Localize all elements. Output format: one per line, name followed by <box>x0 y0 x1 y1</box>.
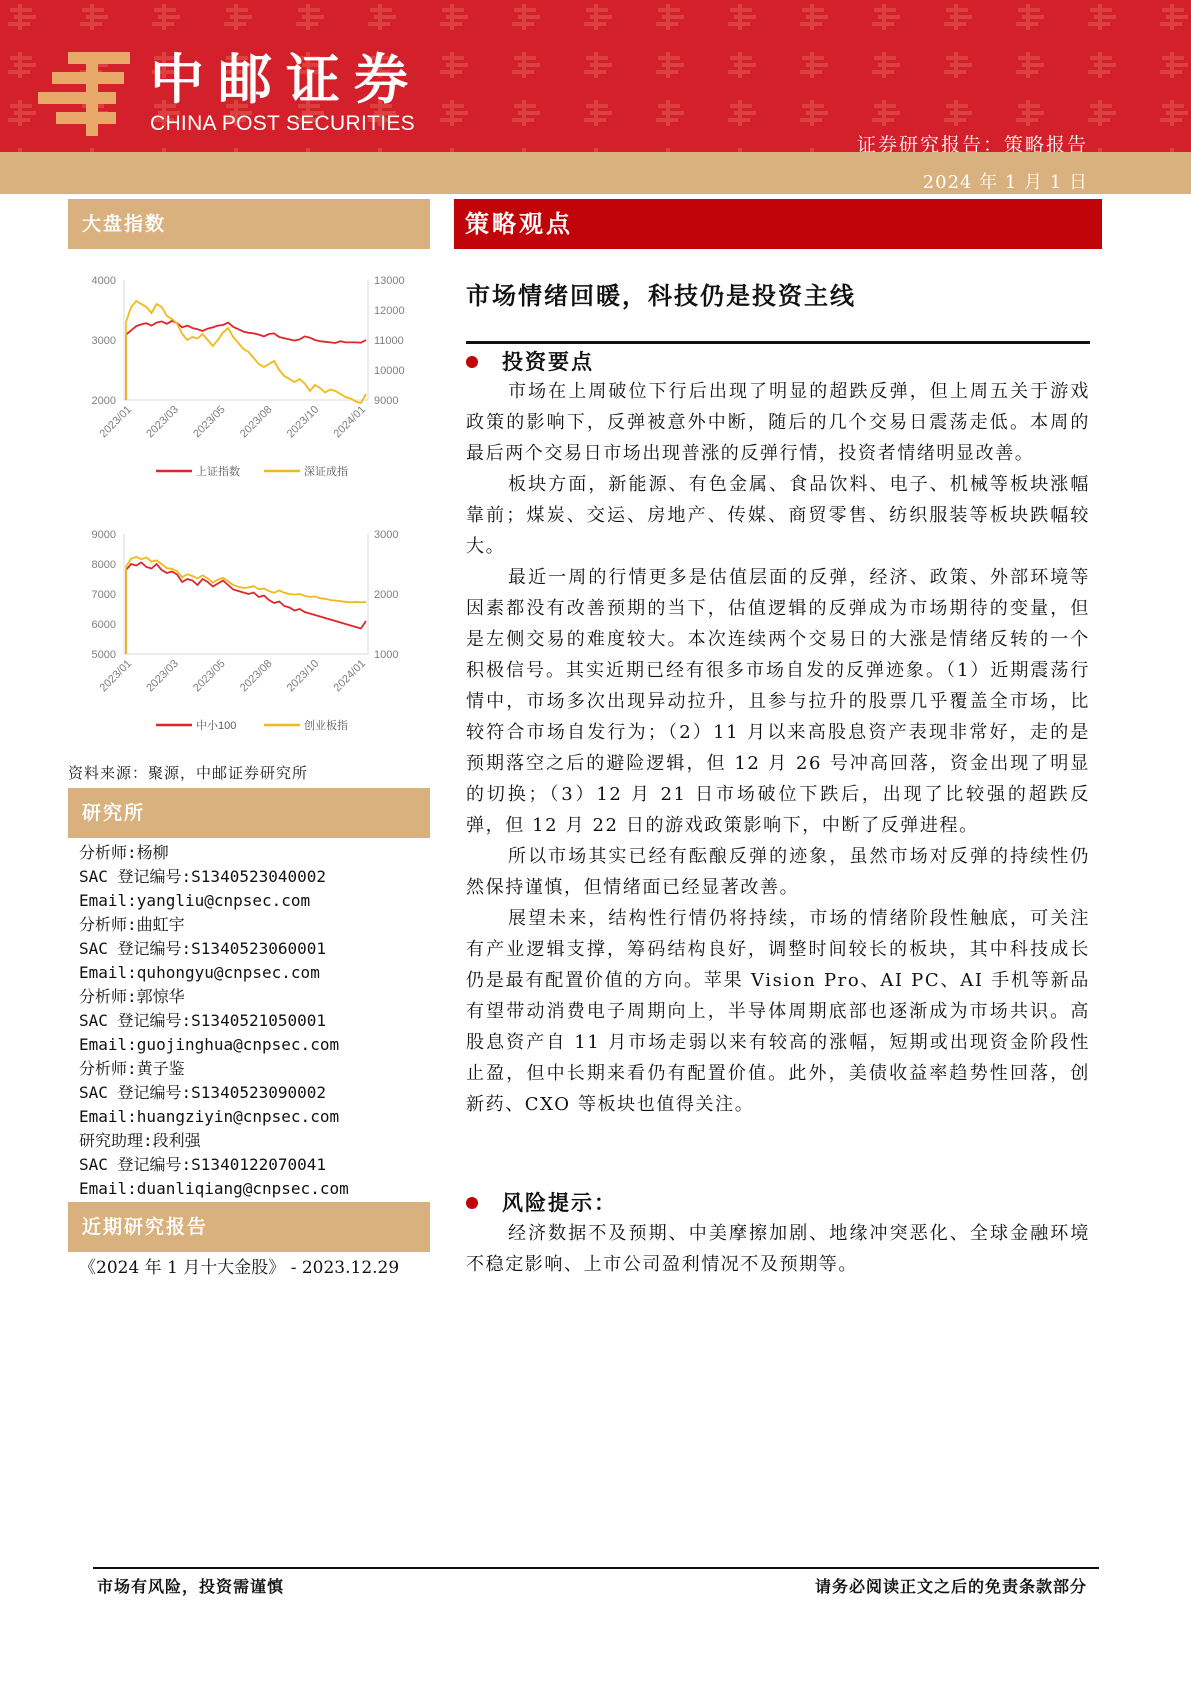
footer-disclaimer: 请务必阅读正文之后的免责条款部分 <box>814 1577 1087 1596</box>
footer-risk-notice: 市场有风险，投资需谨慎 <box>97 1577 285 1596</box>
analyst-role: 研究助理:段利强 <box>79 1131 201 1150</box>
chart-svg-2 <box>78 520 418 740</box>
left-tick-label: 7000 <box>91 589 116 601</box>
report-date: 2024 年 1 月 1 日 <box>922 172 1088 193</box>
x-tick-label: 2023/08 <box>237 403 275 441</box>
analyst-email[interactable]: Email:duanliqiang@cnpsec.com <box>79 1179 349 1198</box>
x-tick-label: 2023/01 <box>97 403 135 441</box>
report-type: 证券研究报告：策略报告 <box>856 134 1088 152</box>
x-tick-label: 2023/10 <box>284 403 322 441</box>
left-tick-label: 9000 <box>91 529 116 541</box>
bullet-icon <box>466 1197 478 1209</box>
key-points-heading: 投资要点 <box>466 346 594 376</box>
index-chart-2 <box>78 520 418 740</box>
left-tick-label: 6000 <box>91 619 116 631</box>
header-banner <box>0 0 1191 152</box>
x-tick-label: 2023/05 <box>191 657 228 695</box>
x-tick-label: 2023/05 <box>191 403 228 441</box>
legend-label: 创业板指 <box>304 720 348 732</box>
series-line-上证指数 <box>126 321 366 343</box>
x-tick-label: 2023/10 <box>284 657 322 695</box>
analyst-sac: SAC 登记编号:S1340122070041 <box>79 1155 327 1174</box>
risk-heading: 风险提示： <box>466 1187 617 1217</box>
bullet-icon <box>466 356 478 368</box>
index-section-heading: 大盘指数 <box>68 199 430 249</box>
x-tick-label: 2023/08 <box>237 657 275 695</box>
x-tick-label: 2024/01 <box>331 657 369 695</box>
right-tick-label: 1000 <box>374 649 399 661</box>
legend-label: 上证指数 <box>196 466 240 478</box>
right-tick-label: 9000 <box>374 395 399 407</box>
data-source: 资料来源：聚源，中邮证券研究所 <box>68 764 309 782</box>
right-tick-label: 12000 <box>374 305 405 317</box>
analyst-email[interactable]: Email:guojinghua@cnpsec.com <box>79 1035 340 1054</box>
left-tick-label: 3000 <box>91 335 116 347</box>
brand-name-en: CHINA POST SECURITIES <box>150 112 415 135</box>
brand-name-cn: 中邮证券 <box>150 48 422 111</box>
footer-divider <box>93 1567 1099 1569</box>
analyst-email[interactable]: Email:huangziyin@cnpsec.com <box>79 1107 340 1126</box>
left-tick-label: 8000 <box>91 559 116 571</box>
right-tick-label: 11000 <box>374 335 404 347</box>
analyst-email[interactable]: Email:quhongyu@cnpsec.com <box>79 963 320 982</box>
series-line-深证成指 <box>126 301 366 403</box>
paragraph: 板块方面，新能源、有色金属、食品饮料、电子、机械等板块涨幅靠前；煤炭、交运、房地产、传媒、商贸零售、纺织服装等板块跌幅较大。 <box>466 474 1090 557</box>
series-line-创业板指 <box>126 557 366 603</box>
analyst-role: 分析师:杨柳 <box>79 843 169 862</box>
index-chart-1 <box>78 266 418 486</box>
analyst-list <box>79 841 429 1201</box>
left-tick-label: 2000 <box>91 395 116 407</box>
paragraph: 市场在上周破位下行后出现了明显的超跌反弹，但上周五关于游戏政策的影响下，反弹被意外中断，随后的几个交易日震荡走低。本周的最后两个交易日市场出现普涨的反弹行情，投资者情绪明显改善。 <box>466 381 1090 464</box>
paragraph: 展望未来，结构性行情仍将持续，市场的情绪阶段性触底，可关注有产业逻辑支撑，筹码结构良好，调整时间较长的板块，其中科技成长仍是最有配置价值的方向。苹果 Vision Pro、AI PC、AI 手机等新品有望带动消费电子周期向上，半导体周期底部也逐渐成为市场共识。高股息资产自 11 月市场走弱以来有较高的涨幅，短期或出现资金阶段性止盈，但中长期来看仍有配置价值。此外，美债收益率趋势性回落，创新药、CXO 等板块也值得关注。 <box>466 908 1090 1115</box>
x-tick-label: 2024/01 <box>331 403 369 441</box>
analyst-sac: SAC 登记编号:S1340523090002 <box>79 1083 327 1102</box>
legend-label: 深证成指 <box>304 466 348 478</box>
analyst-role: 分析师:郭惊华 <box>79 987 185 1006</box>
report-title: 市场情绪回暖，科技仍是投资主线 <box>466 282 856 310</box>
series-line-中小100 <box>126 563 366 629</box>
analyst-sac: SAC 登记编号:S1340523040002 <box>79 867 327 886</box>
key-points-body <box>466 376 1090 1120</box>
right-tick-label: 2000 <box>374 589 399 601</box>
risk-body <box>466 1218 1090 1280</box>
paragraph: 最近一周的行情更多是估值层面的反弹，经济、政策、外部环境等因素都没有改善预期的当下，估值逻辑的反弹成为市场期待的变量，但是左侧交易的难度较大。本次连续两个交易日的大涨是情绪反转的一个积极信号。其实近期已经有很多市场自发的反弹迹象。（1）近期震荡行情中，市场多次出现异动拉升，且参与拉升的股票几乎覆盖全市场，比较符合市场自发行为；（2）11 月以来高股息资产表现非常好，走的是预期落空之后的避险逻辑，但 12 月 26 号冲高回落，资金出现了明显的切换；（3）12 月 21 日市场破位下跌后，出现了比较强的超跌反弹，但 12 月 22 日的游戏政策影响下，中断了反弹进程。 <box>466 567 1090 836</box>
analyst-sac: SAC 登记编号:S1340523060001 <box>79 939 327 958</box>
title-divider <box>466 341 1090 344</box>
china-post-logo <box>38 48 138 140</box>
recent-report-link[interactable]: 《2024 年 1 月十大金股》 - 2023.12.29 <box>79 1258 400 1278</box>
x-tick-label: 2023/03 <box>144 403 181 441</box>
paragraph: 所以市场其实已经有酝酿反弹的迹象，虽然市场对反弹的持续性仍然保持谨慎，但情绪面已经显著改善。 <box>466 846 1090 898</box>
right-tick-label: 13000 <box>374 275 405 287</box>
recent-reports-heading: 近期研究报告 <box>68 1202 430 1252</box>
analyst-email[interactable]: Email:yangliu@cnpsec.com <box>79 891 311 910</box>
analyst-role: 分析师:曲虹宇 <box>79 915 185 934</box>
analyst-sac: SAC 登记编号:S1340521050001 <box>79 1011 327 1030</box>
left-tick-label: 5000 <box>91 649 116 661</box>
left-tick-label: 4000 <box>91 275 116 287</box>
right-tick-label: 10000 <box>374 365 405 377</box>
x-tick-label: 2023/03 <box>144 657 181 695</box>
x-tick-label: 2023/01 <box>97 657 135 695</box>
chart-svg-1 <box>78 266 418 486</box>
strategy-heading: 策略观点 <box>454 199 1102 249</box>
risk-text: 经济数据不及预期、中美摩擦加剧、地缘冲突恶化、全球金融环境不稳定影响、上市公司盈利情况不及预期等。 <box>466 1223 1090 1275</box>
research-heading: 研究所 <box>68 788 430 838</box>
analyst-role: 分析师:黄子鉴 <box>79 1059 185 1078</box>
legend-label: 中小100 <box>196 720 237 732</box>
right-tick-label: 3000 <box>374 529 399 541</box>
